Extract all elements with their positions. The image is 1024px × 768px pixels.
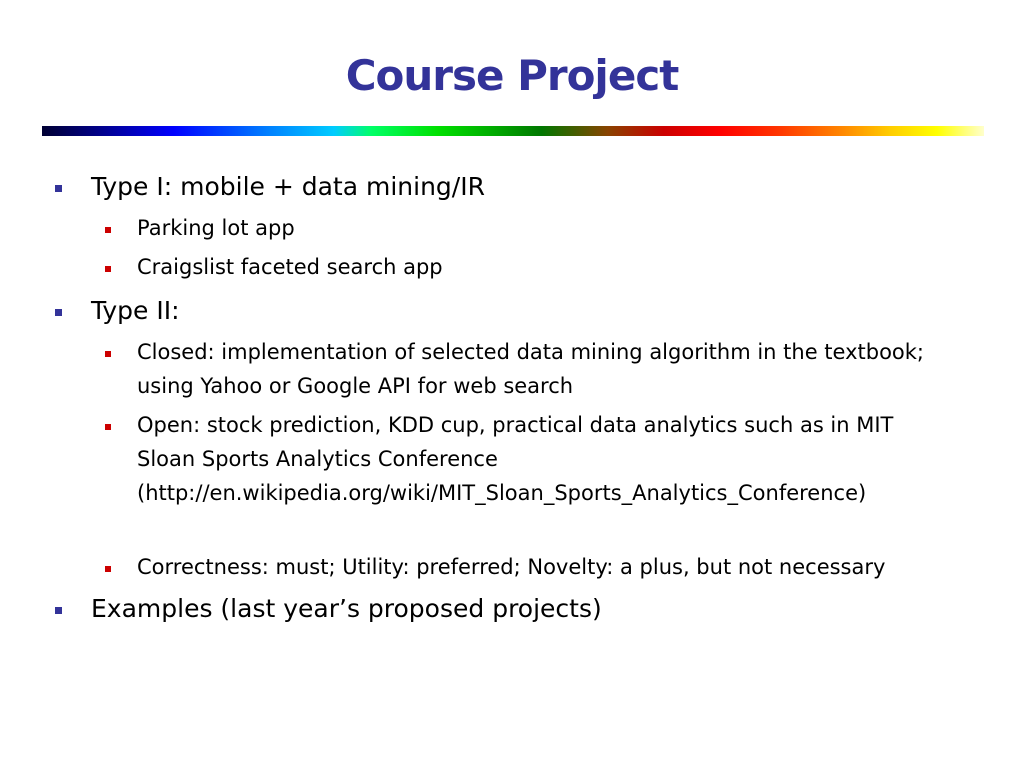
sub-bullet-craigslist — [137, 250, 443, 284]
bullet-text: Examples (last year’s proposed projects) — [91, 594, 602, 623]
bullet-text: Type II: — [91, 296, 180, 325]
square-bullet-icon — [55, 185, 62, 192]
sub-bullet-text: Parking lot app — [137, 216, 295, 240]
bullet-type-2 — [91, 294, 180, 328]
sub-bullet-text-line: Sloan Sports Analytics Conference — [137, 447, 498, 471]
slide-title: Course Project — [345, 51, 679, 100]
square-bullet-icon — [105, 266, 111, 272]
sub-bullet-text: Craigslist faceted search app — [137, 255, 443, 279]
sub-bullet-text-line: Open: stock prediction, KDD cup, practical data analytics such as in MIT — [137, 413, 894, 437]
bullet-text: Type I: mobile + data mining/IR — [91, 172, 485, 201]
square-bullet-icon — [55, 309, 62, 316]
sub-bullet-criteria — [137, 550, 885, 584]
square-bullet-icon — [55, 607, 62, 614]
sub-bullet-closed — [137, 335, 924, 403]
sub-bullet-text-line: Closed: implementation of selected data mining algorithm in the textbook; — [137, 340, 925, 364]
square-bullet-icon — [105, 351, 111, 357]
sub-bullet-parking-lot — [137, 211, 295, 245]
bullet-type-1 — [91, 170, 485, 204]
sub-bullet-open — [137, 408, 893, 510]
sub-bullet-text-line: (http://en.wikipedia.org/wiki/MIT_Sloan_Sports_Analytics_Conference) — [137, 481, 867, 505]
bullet-examples — [91, 592, 602, 626]
square-bullet-icon — [105, 566, 111, 572]
sub-bullet-text-line: using Yahoo or Google API for web search — [137, 374, 574, 398]
square-bullet-icon — [105, 424, 111, 430]
sub-bullet-text: Correctness: must; Utility: preferred; Novelty: a plus, but not necessary — [137, 555, 886, 579]
square-bullet-icon — [105, 227, 111, 233]
